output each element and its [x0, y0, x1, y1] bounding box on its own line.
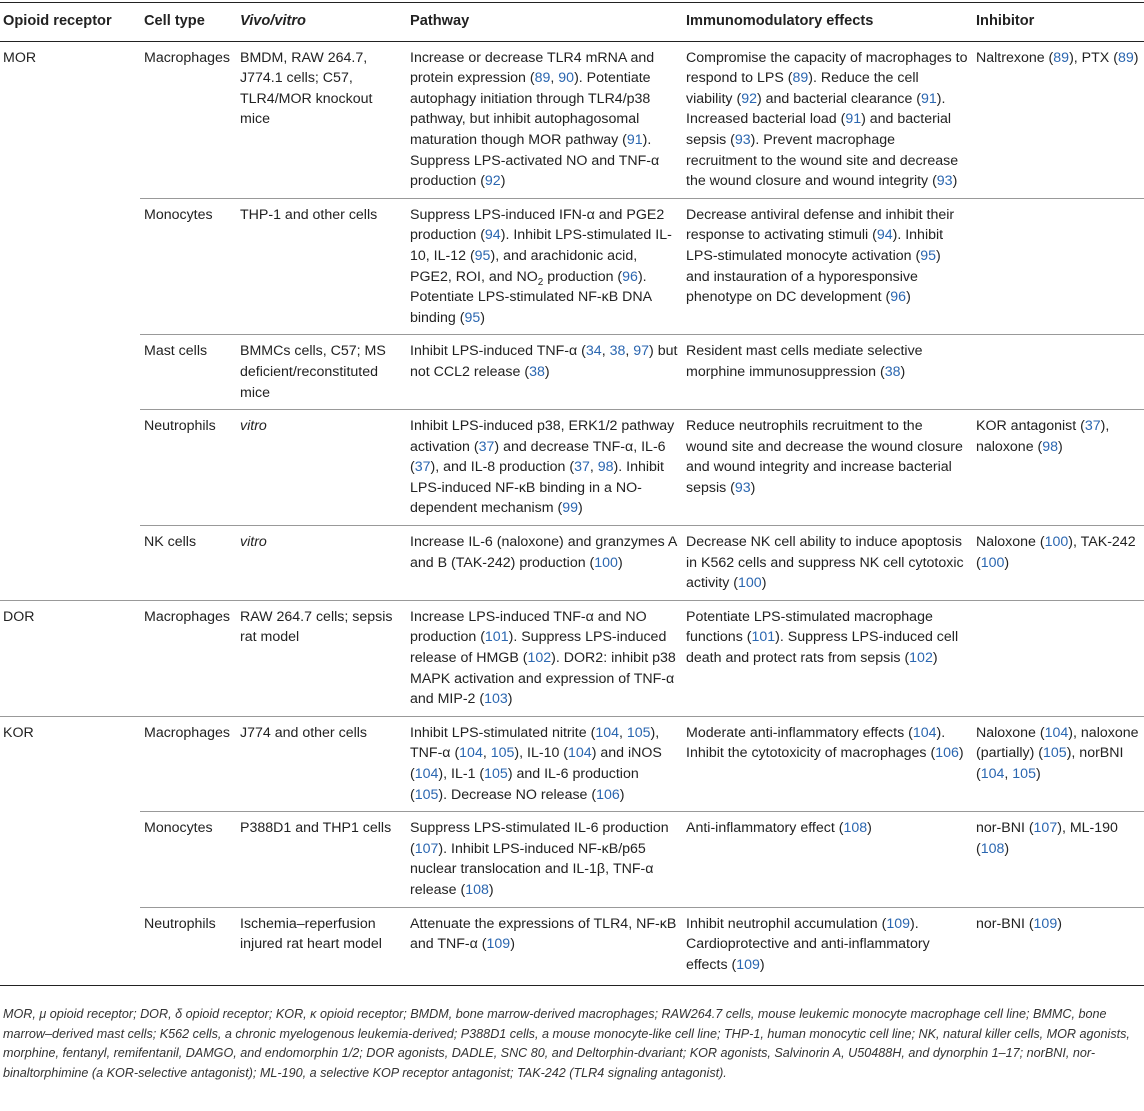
pathway-cell: Inhibit LPS-induced p38, ERK1/2 pathway activation (37) and decrease TNF-α, IL-6 (37), and IL-8 production (37, 98). Inhibit LPS-induced NF-κB binding in a NO-dependent mechanism (99) — [406, 410, 682, 526]
citation-link[interactable]: 100 — [738, 575, 762, 592]
citation-link[interactable]: 93 — [936, 173, 953, 190]
citation-link[interactable]: 91 — [921, 90, 937, 107]
citation-link[interactable]: 106 — [935, 745, 959, 762]
effects-cell: Anti-inflammatory effect (108) — [682, 812, 972, 907]
receptor-cell — [0, 410, 140, 526]
header-pathway: Pathway — [406, 3, 682, 42]
effects-cell: Inhibit neutrophil accumulation (109). Cardioprotective and anti-inflammatory effects (109) — [682, 907, 972, 986]
citation-link[interactable]: 34 — [585, 343, 602, 360]
citation-link[interactable]: 96 — [890, 289, 907, 306]
cell-type-cell: Monocytes — [140, 198, 236, 335]
citation-link[interactable]: 107 — [1033, 820, 1058, 837]
citation-link[interactable]: 100 — [980, 554, 1005, 571]
effects-cell: Moderate anti-inflammatory effects (104). Inhibit the cytotoxicity of macrophages (106) — [682, 716, 972, 811]
pathway-cell: Suppress LPS-stimulated IL-6 production (107). Inhibit LPS-induced NF-κB/p65 nuclear translocation and IL-1β, TNF-α release (108) — [406, 812, 682, 907]
citation-link[interactable]: 104 — [414, 766, 439, 782]
model-cell: BMMCs cells, C57; MS deficient/reconstituted mice — [236, 335, 406, 410]
inhibitor-cell — [972, 600, 1144, 716]
model-cell: BMDM, RAW 264.7, J774.1 cells; C57, TLR4/MOR knockout mice — [240, 49, 373, 128]
citation-link[interactable]: 102 — [909, 650, 933, 667]
opioid-receptor-table — [0, 2, 1144, 986]
citation-link[interactable]: 89 — [1117, 49, 1134, 66]
citation-link[interactable]: 102 — [527, 650, 552, 667]
effects-cell: Reduce neutrophils recruitment to the wound site and decrease the wound closure and wound integrity and increase bacterial sepsis (93) — [682, 410, 972, 526]
citation-link[interactable]: 105 — [490, 745, 515, 762]
citation-link[interactable]: 93 — [734, 479, 751, 496]
receptor-cell — [0, 198, 140, 335]
table-row — [0, 812, 1144, 907]
citation-link[interactable]: 38 — [884, 363, 901, 380]
citation-link[interactable]: 91 — [845, 111, 862, 128]
citation-link[interactable]: 101 — [751, 629, 776, 646]
pathway-cell: Increase LPS-induced TNF-α and NO production (101). Suppress LPS-induced release of HMGB (102). DOR2: inhibit p38 MAPK activation and expression of TNF-α and MIP-2 (103) — [406, 600, 682, 716]
header-inhibitor: Inhibitor — [972, 3, 1144, 42]
cell-type-cell: Mast cells — [140, 335, 236, 410]
pathway-cell: Inhibit LPS-stimulated nitrite (104, 105), TNF-α (104, 105), IL-10 (104) and iNOS (104), IL-1 (105) and IL-6 production (105). Decrease NO release (106) — [406, 716, 682, 811]
citation-link[interactable]: 108 — [465, 881, 489, 898]
citation-link[interactable]: 37 — [414, 459, 431, 476]
model-cell: vitro — [236, 410, 406, 526]
cell-type-cell: Macrophages — [144, 49, 230, 66]
table-footnote: MOR, μ opioid receptor; DOR, δ opioid receptor; KOR, κ opioid receptor; BMDM, bone marrow-derived macrophages; RAW264.7 cells, mouse leukemic monocyte macrophage cell line; BMMC, bone marrow–derived mast cells; K562 cells, a chronic myelogenous leukemia-derived; P388D1 cells, a mouse monocyte-like cell line; THP-1, human monocytic cell line; NK, natural killer cells, MOR agonists, morphine, fentanyl, remifentanil, DAMGO, and endomorphin 1/2; DOR agonists, DADLE, SNC 80, and Deltorphin-dvariant; KOR agonists, Salvinorin A, U50488H, and dynorphin 1–17; norBNI, nor-binaltorphimine (a KOR-selective antagonist); ML-190, a selective KOP receptor antagonist; TAK-242 (TLR4 signaling antagonist). — [3, 1007, 1130, 1080]
citation-link[interactable]: 106 — [596, 786, 620, 803]
pathway-cell: Inhibit LPS-induced TNF-α (34, 38, 97) but not CCL2 release (38) — [406, 335, 682, 410]
receptor-cell: DOR — [0, 600, 140, 716]
citation-link[interactable]: 104 — [595, 724, 619, 741]
inhibitor-cell — [972, 198, 1144, 335]
citation-link[interactable]: 37 — [1084, 418, 1101, 435]
table-row — [0, 600, 1144, 716]
model-cell: J774 and other cells — [236, 716, 406, 811]
inhibitor-cell: KOR antagonist (37), naloxone (98) — [972, 410, 1144, 526]
cell-type-cell: Macrophages — [140, 716, 236, 811]
pathway-cell — [406, 198, 682, 335]
pathway-text: Suppress LPS-induced IFN-α and PGE2 production (94). Inhibit LPS-stimulated IL-10, IL-12 (95), and arachidonic acid, PGE2, ROI, and NO — [410, 206, 672, 285]
citation-link[interactable]: 104 — [912, 724, 937, 741]
citation-link[interactable]: 97 — [633, 343, 650, 360]
receptor-cell — [0, 335, 140, 410]
receptor-cell — [0, 812, 140, 907]
pathway-cell: Attenuate the expressions of TLR4, NF-κB and TNF-α (109) — [406, 907, 682, 986]
inhibitor-cell: Naloxone (100), TAK-242 (100) — [972, 526, 1144, 601]
citation-link[interactable]: 95 — [474, 247, 491, 264]
model-cell: P388D1 and THP1 cells — [236, 812, 406, 907]
citation-link[interactable]: 37 — [574, 459, 590, 476]
model-cell: RAW 264.7 cells; sepsis rat model — [236, 600, 406, 716]
effects-cell: Potentiate LPS-stimulated macrophage functions (101). Suppress LPS-induced cell death and protect rats from sepsis (102) — [682, 600, 972, 716]
pathway-text-cont: production (96). Potentiate LPS-stimulated NF-κB DNA binding (95) — [410, 268, 652, 326]
receptor-cell — [0, 526, 140, 601]
citation-link[interactable]: 109 — [886, 915, 910, 932]
citation-link[interactable]: 103 — [484, 691, 508, 708]
citation-link[interactable]: 38 — [529, 363, 545, 380]
citation-link[interactable]: 92 — [484, 173, 501, 190]
receptor-cell: KOR — [0, 716, 140, 811]
citation-link[interactable]: 109 — [1033, 915, 1058, 932]
citation-link[interactable]: 89 — [534, 70, 551, 87]
cell-type-cell: Macrophages — [140, 600, 236, 716]
citation-link[interactable]: 94 — [484, 227, 501, 244]
table-row — [0, 410, 1144, 526]
citation-link[interactable]: 89 — [1053, 49, 1070, 66]
citation-link[interactable]: 104 — [980, 766, 1005, 782]
effects-cell: Compromise the capacity of macrophages to respond to LPS (89). Reduce the cell viability (92) and bacterial clearance (91). Increased bacterial load (91) and bacterial sepsis (93). Prevent macrophage recruitment to the wound site and decrease the wound closure and wound integrity (93) — [686, 49, 968, 190]
header-cell-type: Cell type — [140, 3, 236, 42]
subscript-two: 2 — [537, 276, 544, 288]
citation-link[interactable]: 95 — [920, 247, 936, 264]
citation-link[interactable]: 38 — [609, 343, 626, 360]
citation-link[interactable]: 92 — [741, 90, 757, 107]
citation-link[interactable]: 105 — [414, 786, 439, 803]
citation-link[interactable]: 99 — [562, 500, 578, 517]
citation-link[interactable]: 109 — [486, 936, 511, 953]
header-vivo-vitro: Vivo/vitro — [236, 3, 406, 42]
citation-link[interactable]: 107 — [414, 840, 439, 857]
citation-link[interactable]: 101 — [484, 629, 509, 646]
citation-link[interactable]: 100 — [594, 554, 618, 571]
header-row — [0, 3, 1144, 42]
model-cell: THP-1 and other cells — [236, 198, 406, 335]
citation-link[interactable]: 37 — [478, 438, 495, 455]
table-row — [0, 198, 1144, 335]
cell-type-cell: NK cells — [140, 526, 236, 601]
header-opioid-receptor: Opioid receptor — [0, 3, 140, 42]
citation-link[interactable]: 100 — [1044, 534, 1069, 551]
inhibitor-cell: Naloxone (104), naloxone (partially) (105), norBNI (104, 105) — [972, 716, 1144, 811]
citation-link[interactable]: 104 — [459, 745, 483, 762]
inhibitor-cell: Naltrexone (89), PTX (89) — [976, 49, 1139, 66]
effects-cell: Resident mast cells mediate selective morphine immunosuppression (38) — [682, 335, 972, 410]
receptor-cell: MOR — [3, 49, 37, 66]
table-row — [0, 716, 1144, 811]
citation-link[interactable]: 96 — [622, 268, 638, 285]
inhibitor-cell — [972, 335, 1144, 410]
model-cell: vitro — [236, 526, 406, 601]
citation-link[interactable]: 105 — [626, 724, 651, 741]
effects-cell: Decrease antiviral defense and inhibit their response to activating stimuli (94). Inhibit LPS-stimulated monocyte activation (95) and instauration of a hyporesponsive phenotype on DC development (96) — [682, 198, 972, 335]
cell-type-cell: Neutrophils — [140, 410, 236, 526]
header-immunomodulatory-effects: Immunomodulatory effects — [682, 3, 972, 42]
citation-link[interactable]: 98 — [1042, 438, 1059, 455]
effects-cell: Decrease NK cell ability to induce apoptosis in K562 cells and suppress NK cell cytotoxic activity (100) — [682, 526, 972, 601]
table-row — [0, 335, 1144, 410]
pathway-cell: Increase IL-6 (naloxone) and granzymes A and B (TAK-242) production (100) — [406, 526, 682, 601]
model-cell: Ischemia–reperfusion injured rat heart model — [236, 907, 406, 986]
receptor-cell — [0, 907, 140, 986]
citation-link[interactable]: 105 — [1012, 766, 1036, 782]
citation-link[interactable]: 108 — [980, 840, 1005, 857]
table-row — [0, 41, 1144, 198]
inhibitor-cell: nor-BNI (109) — [972, 907, 1144, 986]
citation-link[interactable]: 90 — [558, 70, 575, 87]
table-row — [0, 526, 1144, 601]
cell-type-cell: Neutrophils — [140, 907, 236, 986]
citation-link[interactable]: 105 — [484, 766, 508, 782]
pathway-cell: Increase or decrease TLR4 mRNA and protein expression (89, 90). Potentiate autophagy initiation through TLR4/p38 pathway, but inhibit autophagosomal maturation though MOR pathway (91). Suppress LPS-activated NO and TNF-α production (92) — [410, 49, 660, 190]
citation-link[interactable]: 95 — [464, 309, 481, 326]
table-row — [0, 907, 1144, 986]
citation-link[interactable]: 109 — [736, 956, 760, 973]
cell-type-cell: Monocytes — [140, 812, 236, 907]
inhibitor-cell: nor-BNI (107), ML-190 (108) — [972, 812, 1144, 907]
citation-link[interactable]: 104 — [568, 745, 592, 762]
citation-link[interactable]: 108 — [843, 820, 868, 837]
citation-link[interactable]: 93 — [734, 131, 751, 148]
citation-link[interactable]: 91 — [626, 131, 643, 148]
citation-link[interactable]: 94 — [876, 227, 893, 244]
citation-link[interactable]: 104 — [1044, 724, 1069, 741]
citation-link[interactable]: 89 — [792, 70, 809, 87]
citation-link[interactable]: 98 — [597, 459, 614, 476]
citation-link[interactable]: 105 — [1043, 745, 1067, 762]
